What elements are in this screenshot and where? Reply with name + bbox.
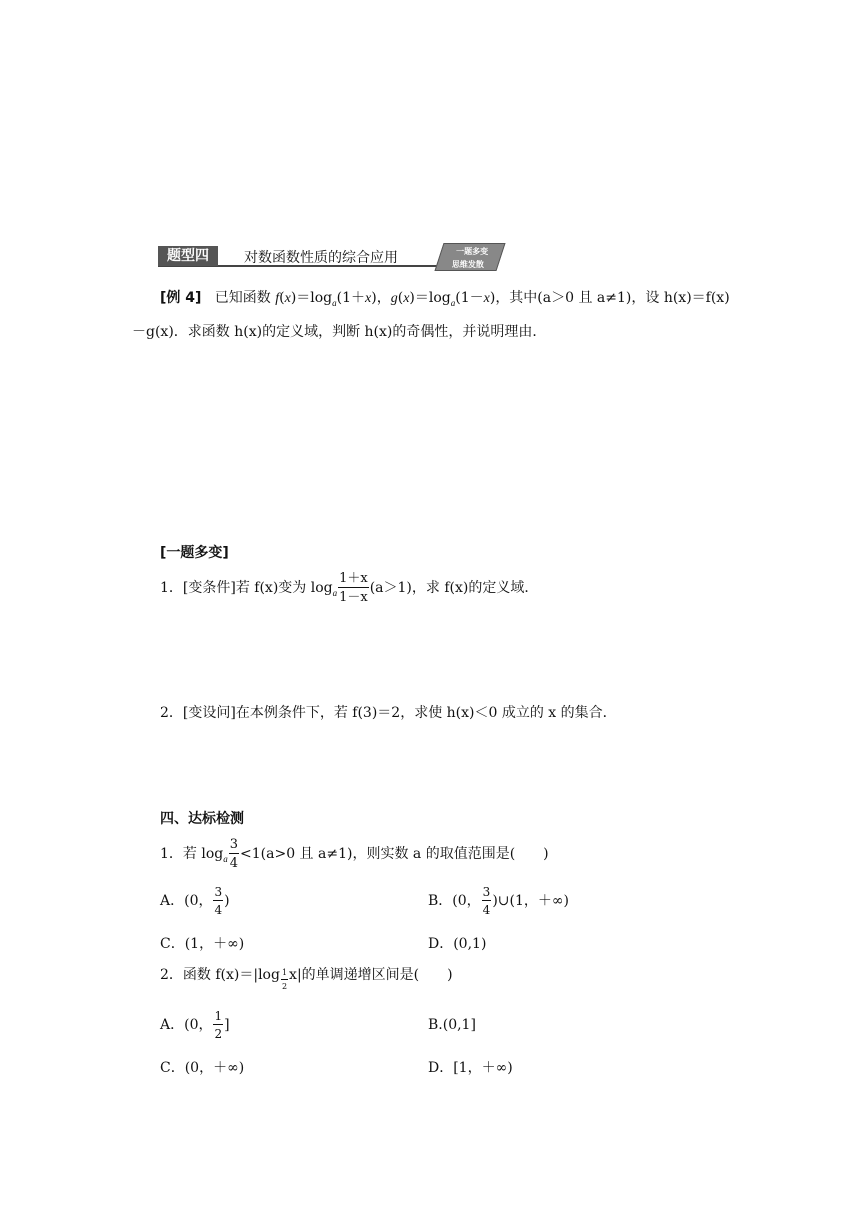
q2-a-den: 2 xyxy=(214,1027,223,1041)
variant-1-prefix: 1．[变条件]若 f(x)变为 log xyxy=(160,580,333,596)
q2-base-fraction xyxy=(281,969,288,991)
q2-base-num: 1 xyxy=(281,969,288,980)
q2-a-prefix: A．(0， xyxy=(160,1017,213,1033)
q1-option-a[interactable] xyxy=(160,886,230,916)
q1-option-b[interactable] xyxy=(428,886,569,916)
badge-line-2: 思维发散 xyxy=(451,260,484,269)
q1-b-suffix: )∪(1，＋∞) xyxy=(492,893,569,909)
example-label: [例 4] xyxy=(160,290,202,306)
question-1: 1．若 $\log_a$ $\frac{3}{4}$ <1(a>0 且 a≠1)，则实数 a 的取值范围是( ) xyxy=(160,837,549,871)
variant-1-den: 1－x xyxy=(339,590,368,605)
q1-b-prefix: B．(0， xyxy=(428,893,481,909)
q1-option-c[interactable]: C．(1，＋∞) xyxy=(160,936,245,952)
variant-1: 1．[变条件]若 f(x)变为 $\log_a$ $\frac{1+x}{1-x}$ (a＞1)，求 f(x)的定义域． xyxy=(160,571,539,605)
q1-den: 4 xyxy=(229,856,239,871)
q2-option-b[interactable]: B.(0,1] xyxy=(428,1017,476,1033)
q2-prefix: 2．函数 f(x)＝|log xyxy=(160,967,280,983)
example-line-1: [例 4] 已知函数 $f(x)=\log_a(1+x)$，$g(x)=\log_a(1-x)$，其中(a＞0 且 a≠1)，设 h(x)＝f(x) xyxy=(160,290,730,308)
question-2 xyxy=(160,964,453,991)
q1-prefix: 1．若 log xyxy=(160,846,224,862)
banner-badge xyxy=(434,243,505,271)
q1-option-d[interactable]: D．(0,1) xyxy=(428,936,487,952)
q2-option-d[interactable]: D．[1，＋∞) xyxy=(428,1060,513,1076)
q2-a-num: 1 xyxy=(214,1009,223,1023)
q1-suffix: <1(a>0 且 a≠1)，则实数 a 的取值范围是( ) xyxy=(240,846,549,862)
example-text-c: ，其中(a＞0 且 a≠1)，设 h(x)＝f(x) xyxy=(495,290,730,306)
q1-b-den: 4 xyxy=(482,903,491,917)
q2-base-den: 2 xyxy=(281,982,288,991)
q1-a-fraction xyxy=(213,886,223,916)
q1-a-num: 3 xyxy=(214,885,223,899)
q2-option-c[interactable]: C．(0，＋∞) xyxy=(160,1060,245,1076)
variant-1-fraction xyxy=(338,572,369,604)
banner-title: 对数函数性质的综合应用 xyxy=(244,250,398,266)
q1-a-suffix: ) xyxy=(224,893,230,909)
q1-num: 3 xyxy=(229,837,239,852)
example-line-2: －g(x)．求函数 h(x)的定义域，判断 h(x)的奇偶性，并说明理由． xyxy=(132,324,547,340)
q2-suffix: x|的单调递增区间是( ) xyxy=(289,967,453,983)
q1-a-prefix: A．(0， xyxy=(160,893,213,909)
q1-a-den: 4 xyxy=(214,903,223,917)
q1-b-num: 3 xyxy=(482,885,491,899)
variant-1-num: 1＋x xyxy=(339,571,368,586)
example-text-a: 已知函数 xyxy=(214,290,276,306)
variant-1-suffix: (a＞1)，求 f(x)的定义域． xyxy=(369,580,539,596)
example-text-b: ， xyxy=(376,290,391,306)
q1-fraction xyxy=(229,838,239,870)
variants-heading: [一题多变] xyxy=(160,545,229,561)
check-heading: 四、达标检测 xyxy=(160,811,244,827)
q1-b-fraction xyxy=(482,886,492,916)
q2-option-a[interactable] xyxy=(160,1010,230,1040)
section-banner xyxy=(158,243,503,269)
badge-line-1: 一题多变 xyxy=(456,247,489,256)
q2-a-fraction xyxy=(213,1010,223,1040)
banner-tag: 题型四 xyxy=(158,246,218,266)
q2-a-suffix: ] xyxy=(224,1017,230,1033)
variant-2: 2．[变设问]在本例条件下，若 f(3)＝2，求使 h(x)＜0 成立的 x 的集合． xyxy=(160,705,617,721)
